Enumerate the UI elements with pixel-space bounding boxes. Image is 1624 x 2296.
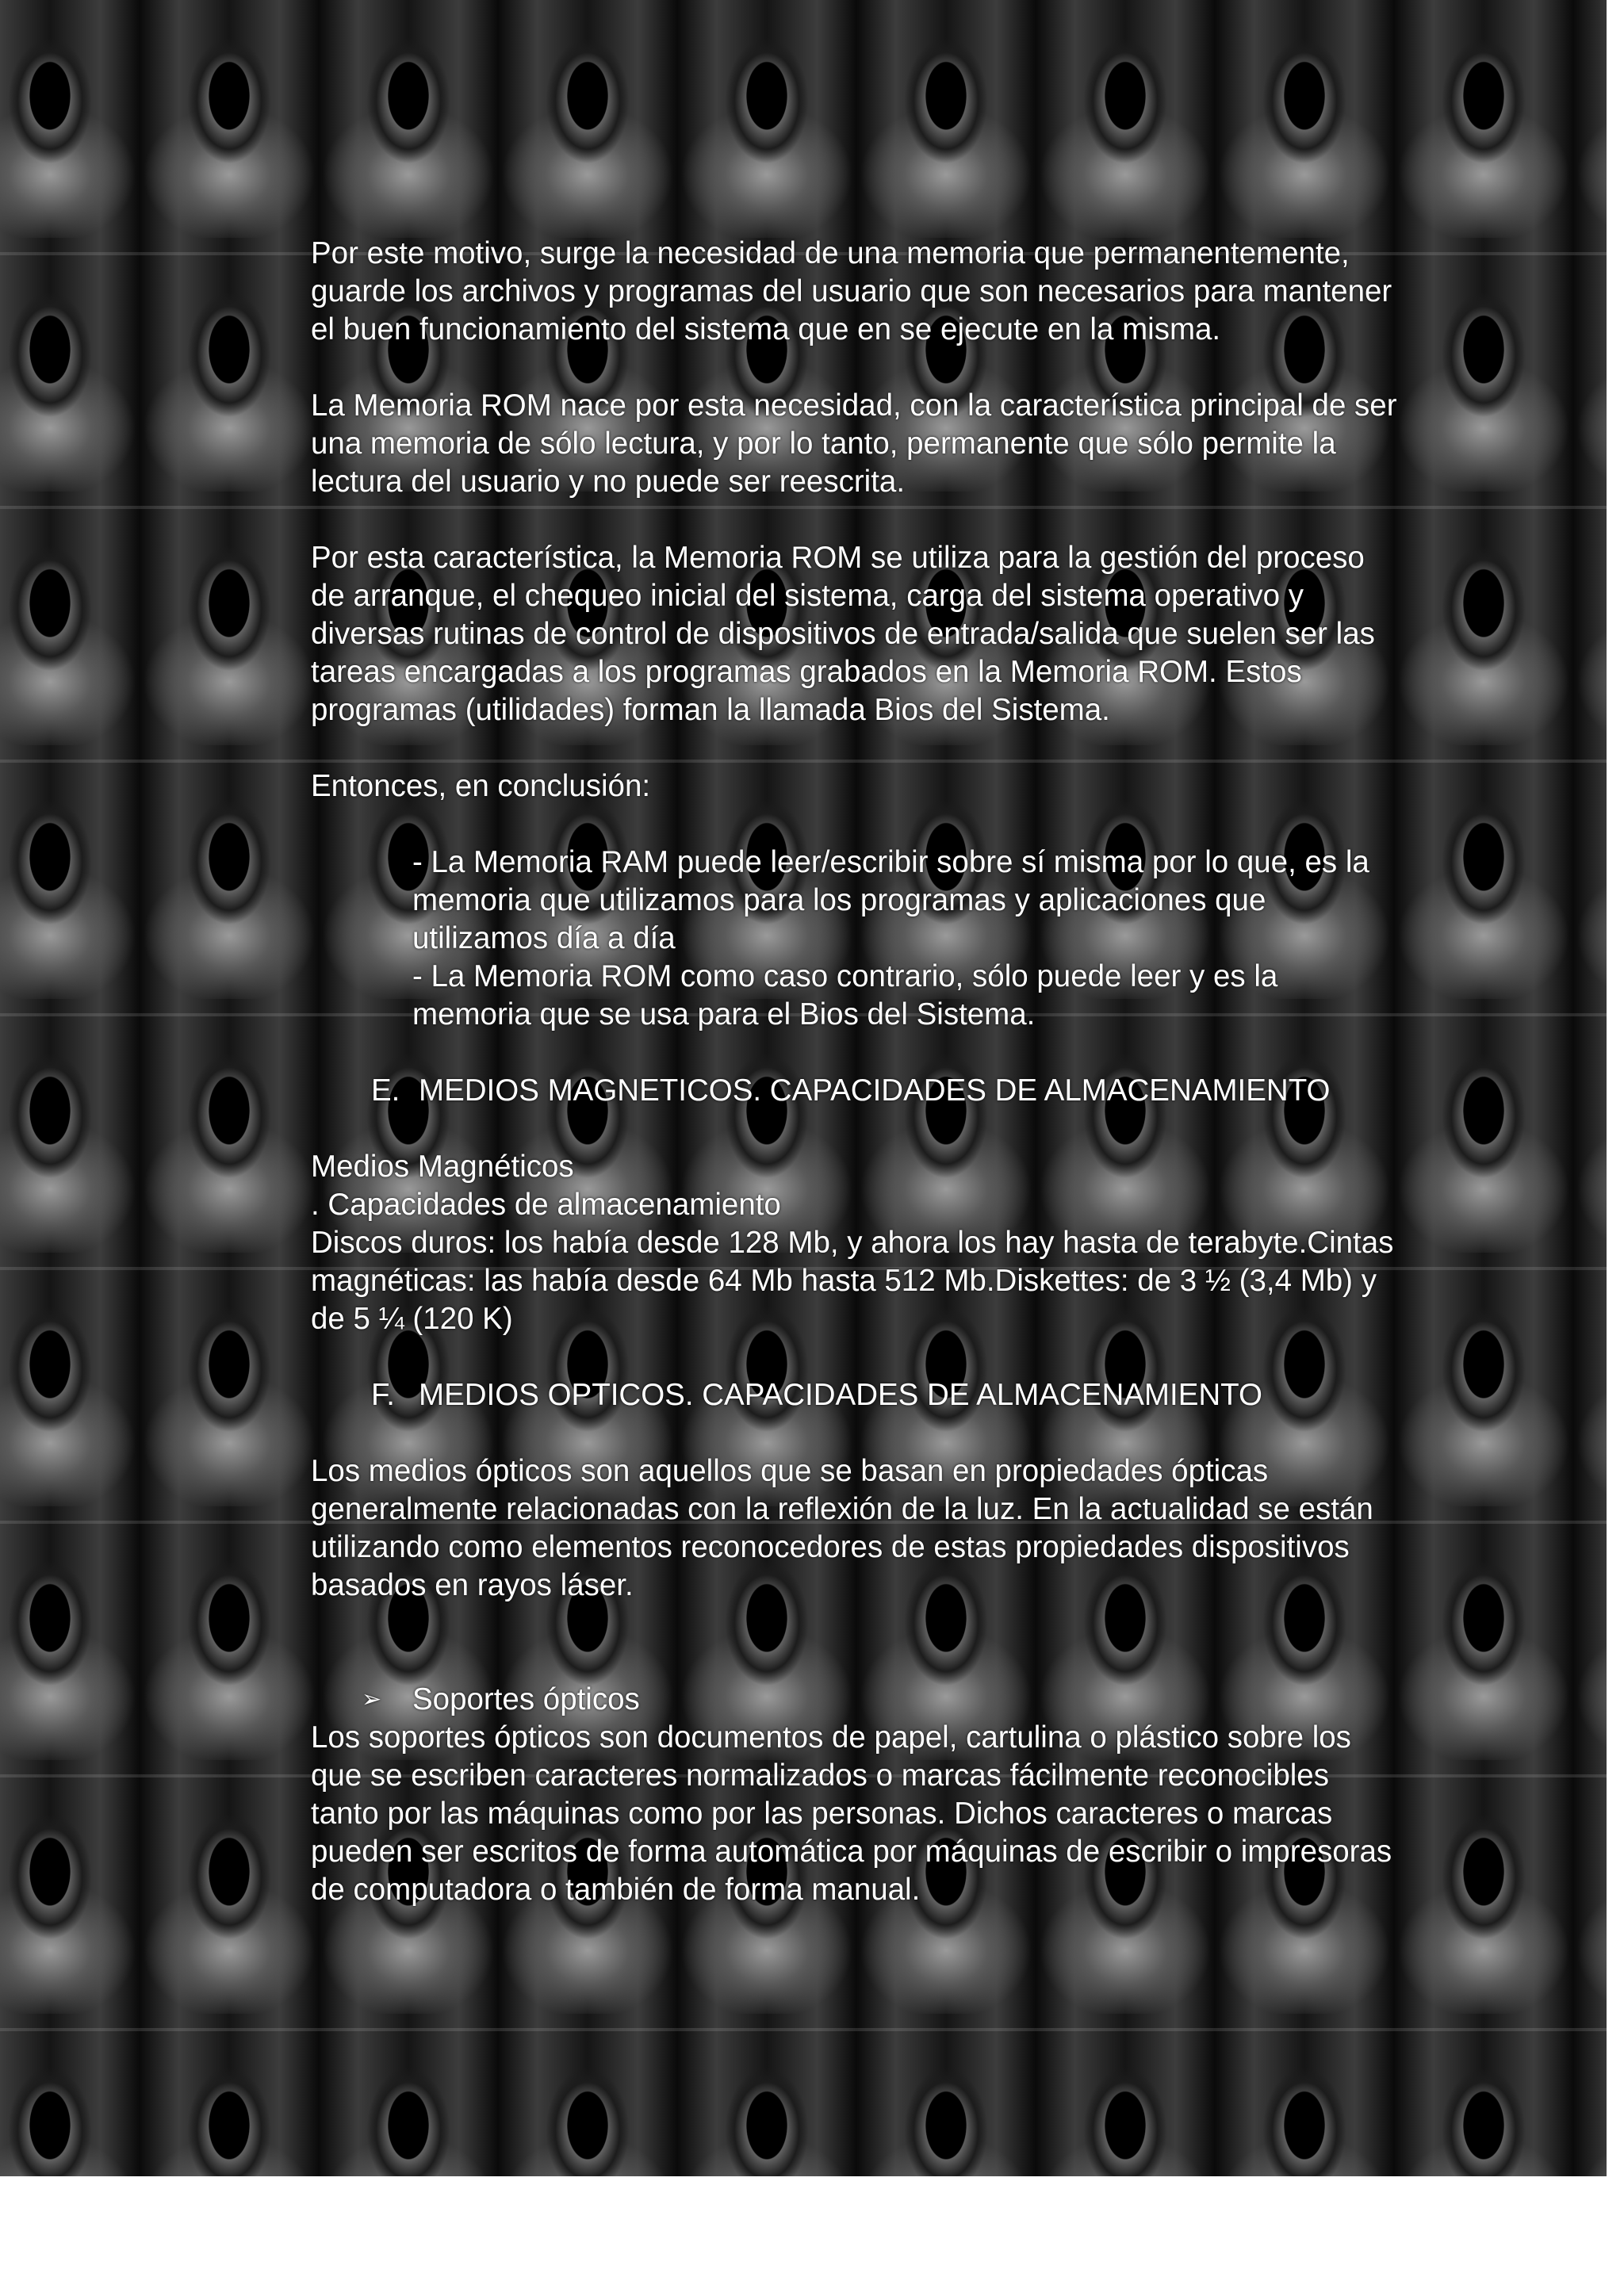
background-divider bbox=[0, 2028, 1607, 2031]
section-letter: E. bbox=[371, 1073, 400, 1108]
paragraph-rom-origin: La Memoria ROM nace por esta necesidad, con la característica principal de ser una memoria de sólo lectura, y por lo tanto, permanente que sólo permite la lectura del usuario y no puede ser reescrita. bbox=[311, 388, 1397, 499]
paragraph-rom-usage: Por esta característica, la Memoria ROM se utiliza para la gestión del proceso de arranque, el chequeo inicial del sistema, carga del sistema operativo y diversas rutinas de control de dispositivos de entrada/salida que suelen ser las tareas encargadas a los programas grabados en la Memoria ROM. Estos programas (utilidades) forman la llamada Bios del Sistema. bbox=[311, 541, 1375, 727]
bullet-title: Soportes ópticos bbox=[412, 1682, 640, 1716]
section-heading-opticos bbox=[311, 1376, 1397, 1414]
paragraph-rom-need: Por este motivo, surge la necesidad de una memoria que permanentemente, guarde los archivos y programas del usuario que son necesarios para mantener el buen funcionamiento del sistema que en se ejecute en la misma. bbox=[311, 236, 1392, 346]
paragraph-conclusion-intro: Entonces, en conclusión: bbox=[311, 769, 651, 803]
magneticos-title: Medios Magnéticos bbox=[311, 1150, 574, 1184]
opticos-intro: Los medios ópticos son aquellos que se basan en propiedades ópticas generalmente relacionadas con la reflexión de la luz. En la actualidad se están utilizando como elementos reconocedores de estas propiedades dispositivos basados en rayos láser. bbox=[311, 1454, 1373, 1602]
conclusion-item-rom: - La Memoria ROM como caso contrario, sólo puede leer y es la memoria que se usa para el Bios del Sistema. bbox=[412, 959, 1278, 1031]
section-title: MEDIOS OPTICOS. CAPACIDADES DE ALMACENAMIENTO bbox=[419, 1378, 1262, 1412]
conclusion-list bbox=[311, 844, 1397, 1034]
soportes-body: Los soportes ópticos son documentos de papel, cartulina o plástico sobre los que se escriben caracteres normalizados o marcas fácilmente reconocibles tanto por las máquinas como por las personas. Dichos caracteres o marcas pueden ser escritos de forma automática por máquinas de escribir o impresoras de computadora o también de forma manual. bbox=[311, 1720, 1392, 1907]
magneticos-capacities: Discos duros: los había desde 128 Mb, y ahora los hay hasta de terabyte.Cintas magnéticas: las había desde 64 Mb hasta 512 Mb.Diskettes: de 3 ½ (3,4 Mb) y de 5 ¼ (120 K) bbox=[311, 1226, 1394, 1336]
section-letter: F. bbox=[371, 1378, 395, 1412]
section-title: MEDIOS MAGNETICOS. CAPACIDADES DE ALMACENAMIENTO bbox=[419, 1073, 1331, 1108]
section-heading-magneticos bbox=[311, 1072, 1397, 1110]
conclusion-item-ram: - La Memoria RAM puede leer/escribir sobre sí misma por lo que, es la memoria que utilizamos para los programas y aplicaciones que utilizamos día a día bbox=[412, 845, 1369, 955]
magneticos-subtitle: . Capacidades de almacenamiento bbox=[311, 1188, 781, 1222]
bullet-soportes-opticos bbox=[311, 1681, 1397, 1719]
arrow-bullet-icon: ➢ bbox=[362, 1686, 382, 1712]
document-body bbox=[311, 235, 1397, 1909]
